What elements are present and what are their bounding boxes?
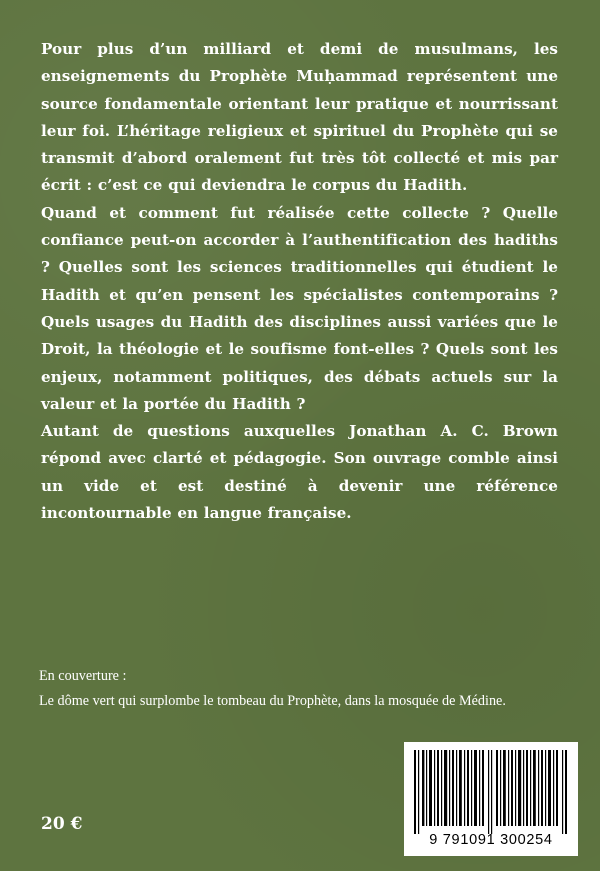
cover-credit bbox=[39, 664, 574, 714]
blurb-paragraph: Pour plus d’un milliard et demi de musulmans, les enseignements du Prophète Muḥammad représentent une source fondamentale orientant leur pratique et nourrissant leur foi. L’héritage religieux et spirituel du Prophète qui se transmit d’abord oralement fut très tôt collecté et mis par écrit : c’est ce qui deviendra le corpus du Hadith. bbox=[41, 40, 558, 195]
blurb-text bbox=[41, 36, 558, 527]
price: 20 € bbox=[41, 814, 83, 834]
cover-credit-text: Le dôme vert qui surplombe le tombeau du Prophète, dans la mosquée de Médine. bbox=[39, 693, 506, 709]
isbn-barcode bbox=[404, 742, 578, 856]
blurb-paragraph: Quand et comment fut réalisée cette collecte ? Quelle confiance peut-on accorder à l’authentification des hadiths ? Quelles sont les sciences traditionnelles qui étudient le Hadith et qu’en pensent les spécialistes contemporains ? Quels usages du Hadith des disciplines aussi variées que le Droit, la théologie et le soufisme font-elles ? Quels sont les enjeux, notamment politiques, des débats actuels sur la valeur et la portée du Hadith ? bbox=[41, 203, 558, 413]
barcode-number: 9 791091 300254 bbox=[429, 832, 553, 848]
cover-credit-label: En couverture : bbox=[39, 668, 127, 684]
blurb-paragraph: Autant de questions auxquelles Jonathan A. C. Brown répond avec clarté et pédagogie. Son ouvrage comble ainsi un vide et est destiné à devenir une référence incontournable en langue française. bbox=[41, 422, 558, 523]
barcode-graphic bbox=[414, 750, 568, 834]
